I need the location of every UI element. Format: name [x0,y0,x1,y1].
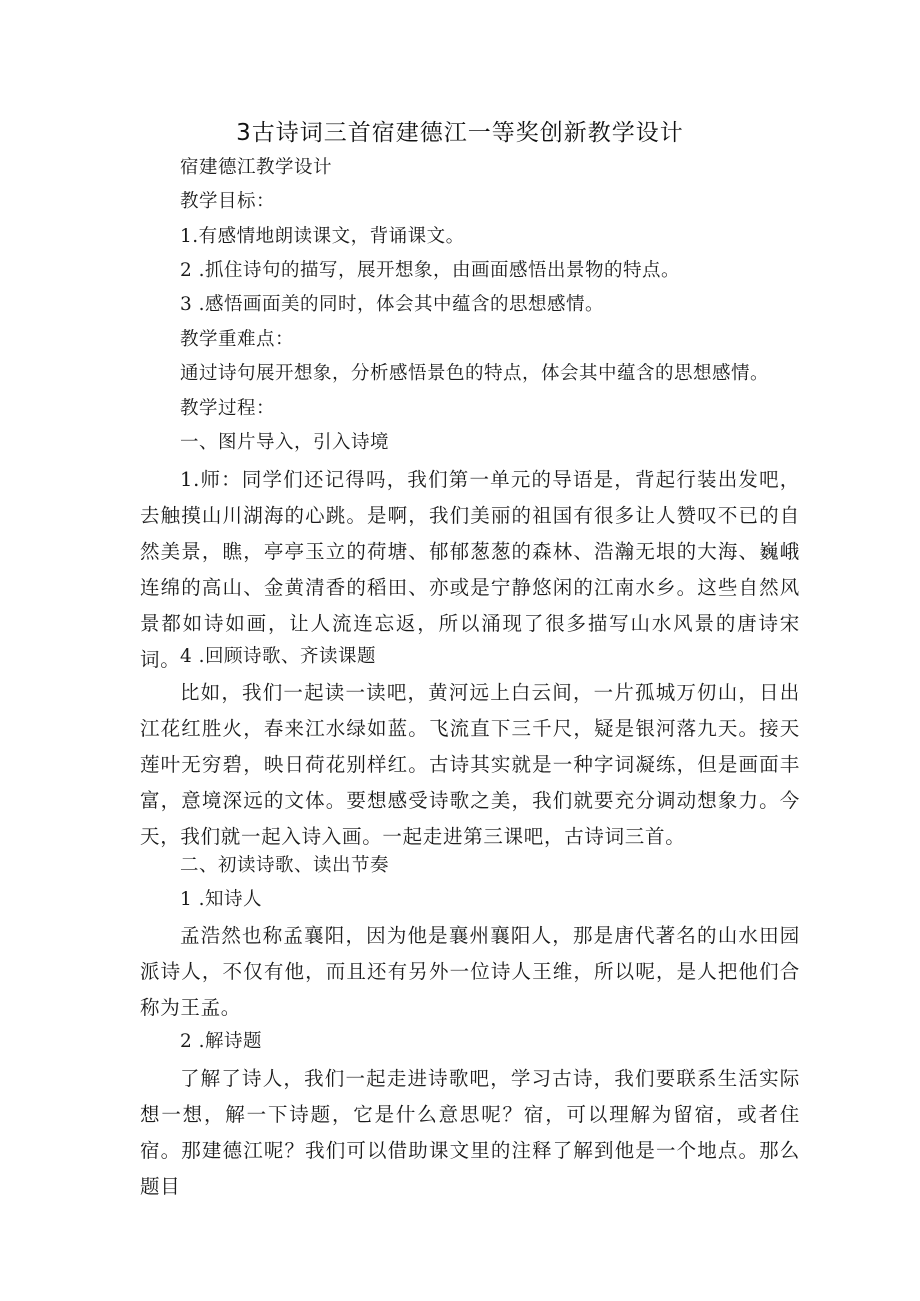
section-heading-1: 一、图片导入，引入诗境 [180,432,390,453]
paragraph-2: 比如，我们一起读一读吧，黄河远上白云间，一片孤城万仞山，日出江花红胜火，春来江水绿如蓝。飞流直下三千尺，疑是银河落九天。接天莲叶无穷碧，映日荷花别样红。古诗其实就是一种字词凝练，但是画面丰富，意境深远的文体。要想感受诗歌之美，我们就要充分调动想象力。今天，我们就一起入诗入画。一起走进第三课吧，古诗词三首。 [140,681,800,848]
step-heading-4: 4 .回顾诗歌、齐读课题 [180,646,377,667]
goal-item-2: 2 .抓住诗句的描写，展开想象，由画面感悟出景物的特点。 [180,260,681,281]
goal-item-1: 1.有感情地朗读课文，背诵课文。 [180,226,465,247]
document-title: 3古诗词三首宿建德江一等奖创新教学设计 [236,120,684,146]
goal-item-3: 3 .感悟画面美的同时，体会其中蕴含的思想感情。 [180,294,605,315]
paragraph-3: 孟浩然也称孟襄阳，因为他是襄州襄阳人，那是唐代著名的山水田园派诗人，不仅有他，而且还有另外一位诗人王维，所以呢，是人把他们合称为王孟。 [140,924,800,1019]
key-points-heading: 教学重难点： [180,329,295,350]
step-heading-1: 1 .知诗人 [180,889,263,910]
key-points-text: 通过诗句展开想象，分析感悟景色的特点，体会其中蕴含的思想感情。 [180,363,770,384]
step-heading-2: 2 .解诗题 [180,1031,263,1052]
section-heading-2: 二、初读诗歌、读出节奏 [180,855,390,876]
paragraph-4: 了解了诗人，我们一起走进诗歌吧，学习古诗，我们要联系生活实际想一想，解一下诗题，它是什么意思呢？宿，可以理解为留宿，或者住宿。那建德江呢？我们可以借助课文里的注释了解到他是一个地点。那么题目 [140,1067,800,1198]
process-heading: 教学过程： [180,398,276,419]
lesson-subtitle: 宿建德江教学设计 [180,157,333,178]
paragraph-1: 1.师：同学们还记得吗，我们第一单元的导语是，背起行装出发吧，去触摸山川湖海的心跳。是啊，我们美丽的祖国有很多让人赞叹不已的自然美景，瞧，亭亭玉立的荷塘、郁郁葱葱的森林、浩瀚无垠的大海、巍峨连绵的高山、金黄清香的稻田、亦或是宁静悠闲的江南水乡。这些自然风景都如诗如画，让人流连忘返，所以涌现了很多描写山水风景的唐诗宋词。 [140,468,800,671]
goals-heading: 教学目标： [180,191,276,212]
